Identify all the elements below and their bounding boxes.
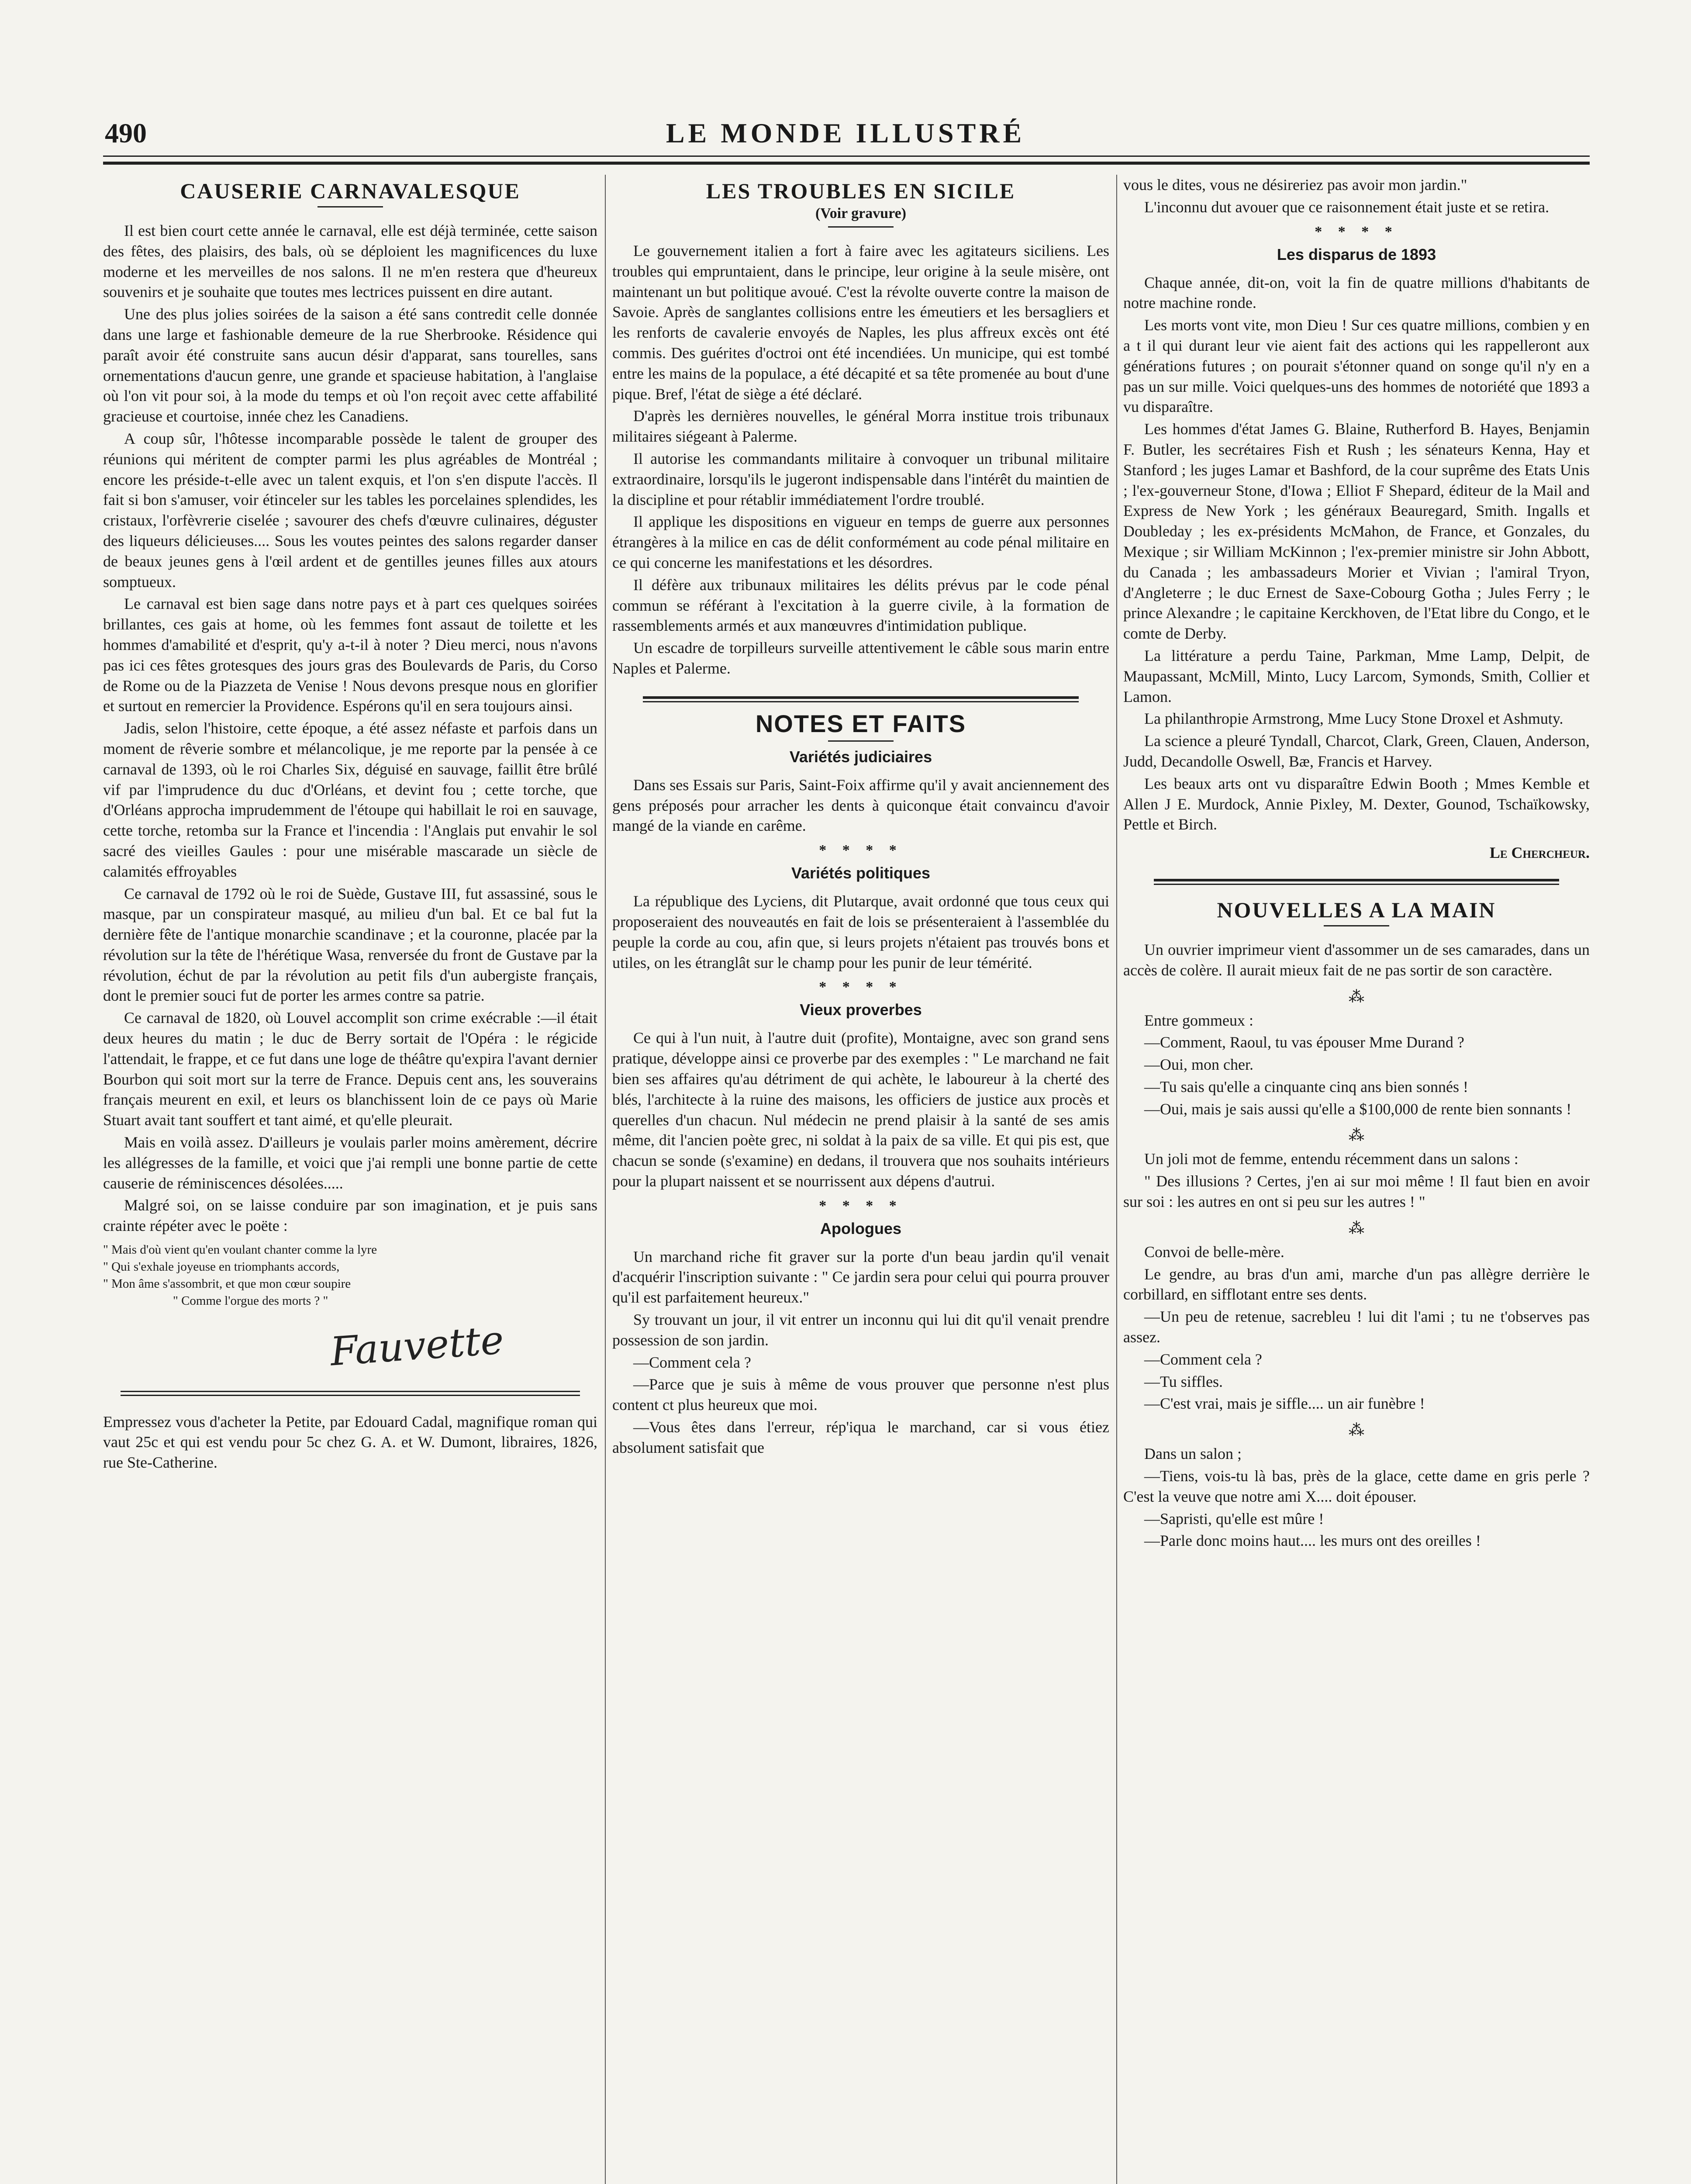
header-rule-thick xyxy=(103,162,1590,165)
poem xyxy=(103,1241,597,1310)
paragraph: Il applique les dispositions en vigueur en temps de guerre aux personnes étrangères à la milice en cas de délit conformément au code pénal militaire en ce qui concerne les manifestations et les désordres. xyxy=(612,513,1109,571)
paragraph: —Tu siffles. xyxy=(1144,1372,1223,1390)
article-title: CAUSERIE CARNAVALESQUE xyxy=(180,179,521,203)
handwritten-signature: Fauvette xyxy=(328,1317,505,1375)
paragraph: Les beaux arts ont vu disparaître Edwin Booth ; Mmes Kemble et Allen J E. Murdock, Annie Pixley, M. Dexter, Gounod, Tschaïkowsky, Pettle et Birch. xyxy=(1123,774,1590,833)
paragraph: Les morts vont vite, mon Dieu ! Sur ces quatre millions, combien y en a t il qui durant leur vie aient fait des actions qui les rappelleront aux générations futures ; on pourait s'étonner quand on songe qu'il n'y en a pas un sur mille. Voici quelques-uns des hommes de notoriété que 1893 a vu disparaître. xyxy=(1123,316,1590,416)
paragraph: Le gendre, au bras d'un ami, marche d'un pas allègre derrière le corbillard, en sifflotant entre ses dents. xyxy=(1123,1265,1590,1303)
paragraph: Ce carnaval de 1820, où Louvel accomplit son crime exécrable :—il était deux heures du matin ; le duc de Berry sortait de l'Opéra : le régicide l'attendait, le frappe, et ce fut dans une loge de théâtre qu'expira l'avant dernier Bourbon qui soit mort sur la terre de France. Depuis cent ans, les souverains français meurent en exil, et leurs os blanchissent loin de ce pays où Marie Stuart avait tant souffert et tant aimé, et qu'elle pleurait. xyxy=(103,1009,597,1129)
stars-separator: * * * * xyxy=(819,979,903,995)
paragraph: —C'est vrai, mais je siffle.... un air funèbre ! xyxy=(1144,1395,1425,1413)
poem-line: " Mon âme s'assombrit, et que mon cœur soupire xyxy=(103,1277,351,1291)
paragraph: La république des Lyciens, dit Plutarque, avait ordonné que tous ceux qui proposeraient des nouveautés en fait de lois se présenteraient à l'assemblée du peuple la corde au cou, afin que, si leurs projets n'étaient pas trouvés bons et utiles, on les étranglât sur le champ pour les punir de leur témérité. xyxy=(612,892,1109,971)
paragraph: —Comment, Raoul, tu vas épouser Mme Durand ? xyxy=(1144,1033,1464,1051)
sub-heading: Apologues xyxy=(820,1219,901,1237)
paragraph: Le carnaval est bien sage dans notre pays et à part ces quelques soirées brillantes, ces gais at home, où les femmes font assaut de toilette et les hommes d'amabilité et d'esprit, qu'y a-t-il à noter ? Dieu merci, nous n'avons pas ici ces fêtes grotesques des jours gras des Boulevards de Paris, du Corso de Rome ou de la Piazzeta de Venise ! Nous devons presque nous en glorifier et surtout en remercier la Providence. Espérons qu'il en sera toujours ainsi. xyxy=(103,595,597,715)
paragraph: Dans un salon ; xyxy=(1144,1445,1242,1463)
asterism-separator: ⁂ xyxy=(1349,988,1364,1006)
paragraph: Un marchand riche fit graver sur la porte d'un beau jardin qu'il venait d'acquérir l'inscription suivante : " Ce jardin sera pour celui qui pourra prouver qu'il est parfaitement heureux." xyxy=(612,1248,1109,1306)
stars-separator: * * * * xyxy=(819,842,903,859)
title-rule xyxy=(828,740,894,742)
paragraph: Ce qui à l'un nuit, à l'autre duit (profite), Montaigne, avec son grand sens pratique, développe ainsi ce proverbe par des exemples : " Le marchand ne fait bien ses affaires qu'au détriment de qui achète, le laboureur à la cherté des blés, l'architecte à la ruine des maisons, les officiers de justice aux procès et querelles d'un chacun. Nul médecin ne prend plaisir à la santé de ses amis même, dit l'ancien poète grec, ni soldat à la paix de sa ville. Et qui pis est, que chacun se sonde (s'examine) en dedans, il trouvera que nos souhaits intérieurs pour la plupart naissent et se nourrissent aux dépens d'autrui. xyxy=(612,1029,1109,1190)
column-1 xyxy=(103,175,597,1475)
section-title: NOUVELLES A LA MAIN xyxy=(1217,897,1496,922)
advertisement-notice: Empressez vous d'acheter la Petite, par Edouard Cadal, magnifique roman qui vaut 25c et qui est vendu pour 5c chez G. A. et W. Dumont, libraires, 1826, rue Ste-Catherine. xyxy=(103,1413,597,1472)
journal-title: LE MONDE ILLUSTRÉ xyxy=(666,117,1025,149)
section-divider xyxy=(643,696,1079,702)
article-caption: (Voir gravure) xyxy=(815,205,907,221)
column-divider xyxy=(605,175,606,2184)
paragraph: Convoi de belle-mère. xyxy=(1144,1243,1284,1261)
paragraph: vous le dites, vous ne désireriez pas avoir mon jardin." xyxy=(1123,176,1467,194)
paragraph: —Tu sais qu'elle a cinquante cinq ans bien sonnés ! xyxy=(1144,1078,1469,1095)
paragraph: —Un peu de retenue, sacrebleu ! lui dit l'ami ; tu ne t'observes pas assez. xyxy=(1123,1308,1590,1346)
paragraph: —Parle donc moins haut.... les murs ont des oreilles ! xyxy=(1144,1532,1481,1550)
paragraph: " Des illusions ? Certes, j'en ai sur moi même ! Il faut bien en avoir sur soi : les autres en ont si peu sur les autres ! " xyxy=(1123,1172,1590,1211)
poem-line: " Qui s'exhale joyeuse en triomphants accords, xyxy=(103,1260,340,1274)
page-number: 490 xyxy=(105,117,147,149)
paragraph: Un escadre de torpilleurs surveille attentivement le câble sous marin entre Naples et Palerme. xyxy=(612,639,1109,677)
sub-heading: Variétés politiques xyxy=(791,864,931,882)
paragraph: —Sapristi, qu'elle est mûre ! xyxy=(1144,1510,1324,1527)
paragraph: Ce carnaval de 1792 où le roi de Suède, Gustave III, fut assassiné, sous le masque, par un conspirateur masqué, au milieu d'un bal. Et ce bal fut la dernière fête de l'antique monarchie scandinave ; et la couronne, placée par la révolution sur la tête de l'hérétique Wasa, renversée du front de Gustave par la révolution, échut de par la révolution au petit fils d'un aubergiste français, dont le premier souci fut de porter les armes contre sa patrie. xyxy=(103,885,597,1005)
asterism-separator: ⁂ xyxy=(1349,1219,1364,1237)
paragraph: —Oui, mon cher. xyxy=(1144,1056,1253,1074)
paragraph: La science a pleuré Tyndall, Charcot, Clark, Green, Clauen, Anderson, Judd, Decandolle Oswell, Bæ, Francis et Harvey. xyxy=(1123,732,1590,770)
paragraph: L'inconnu dut avouer que ce raisonnement était juste et se retira. xyxy=(1144,198,1550,216)
paragraph: —Comment cela ? xyxy=(1144,1350,1262,1368)
stars-separator: * * * * xyxy=(819,1197,903,1214)
poem-line: " Mais d'où vient qu'en voulant chanter comme la lyre xyxy=(103,1243,377,1257)
asterism-separator: ⁂ xyxy=(1349,1421,1364,1439)
paragraph: Jadis, selon l'histoire, cette époque, a été assez néfaste et parfois dans un moment de rêverie sombre et mélancolique, je me reporte par la pensée à ce carnaval de 1393, où le roi Charles Six, déguisé en sauvage, faillit être brûlé vif par l'imprudence du duc d'Orléans, et devint fou ; cette torche, que d'Orléans approcha imprudemment de l'étoupe qui habillait le roi en sauvage, cette torche, retomba sur la France et l'incendia : l'Anglais put envahir le sol sacré des vieilles Gaules : pour une misérable mascarade un siècle de calamités effroyables xyxy=(103,719,597,880)
sub-heading: Vieux proverbes xyxy=(800,1001,922,1019)
paragraph: Il autorise les commandants militaire à convoquer un tribunal militaire extraordinaire, lorsqu'ils le jugeront indispensable dans l'intérêt du maintien de la discipline et pour rétablir immédiatement l'ordre troublé. xyxy=(612,449,1109,508)
author-signature: Le Chercheur. xyxy=(1489,844,1590,862)
section-divider xyxy=(1154,879,1559,885)
asterism-separator: ⁂ xyxy=(1349,1127,1364,1144)
column-divider xyxy=(1116,175,1117,2184)
paragraph: Les hommes d'état James G. Blaine, Rutherford B. Hayes, Benjamin F. Butler, les secrétaires Fish et Rush ; les sénateurs Kenna, Hay et Stanford ; les juges Lamar et Bashford, de la cour suprême des Etats Unis ; l'ex-gouverneur Stone, d'Iowa ; Elliot F Shepard, éditeur de la Mail and Express de New York ; les généraux Beauregard, Smith. Ingalls et Doubleday ; les ex-présidents McMahon, de France, et Gonzales, du Mexique ; sir William McKinnon ; l'ex-premier ministre sir John Abbott, du Canada ; les ambassadeurs Morier et Vivian ; l'amiral Tryon, d'Angleterre ; le duc Ernest de Saxe-Cobourg Gotha ; Jules Ferry ; le prince Alexandre ; le capitaine Kerckhoven, de l'Etat libre du Congo, et le comte de Derby. xyxy=(1123,420,1590,643)
title-rule xyxy=(828,226,894,228)
paragraph: Dans ses Essais sur Paris, Saint-Foix affirme qu'il y avait anciennement des gens préposés pour arracher les dents à quiconque était convaincu d'avoir mangé de la viande en carême. xyxy=(612,776,1109,835)
stars-separator: * * * * xyxy=(1315,223,1398,240)
title-rule xyxy=(317,206,383,207)
paragraph: Une des plus jolies soirées de la saison a été sans contredit celle donnée dans une large et fashionable demeure de la rue Sherbrooke. Résidence qui paraît avoir été construite sans aucun désir d'apparat, sans tourelles, sans ornementations d'aucun genre, une grande et spacieuse habitation, à l'anglaise où l'on vit pour soi, à la mode du temps et où l'on reçoit avec cette affabilité gracieuse et courtoise, innée chez les Canadiens. xyxy=(103,305,597,425)
column-2 xyxy=(612,175,1109,1460)
section-divider xyxy=(121,1391,580,1396)
header-rule xyxy=(103,156,1590,157)
paragraph: —Comment cela ? xyxy=(633,1353,751,1371)
paragraph: Il est bien court cette année le carnaval, elle est déjà terminée, cette saison des fêtes, des plaisirs, des bals, où se déploient les magnificences du luxe moderne et les merveilles de nos salons. Il ne m'en restera que d'heureux souvenirs et je souhaite que toutes mes lectrices puissent en dire autant. xyxy=(103,222,597,301)
paragraph: —Parce que je suis à même de vous prouver que personne n'est plus content ct plus heureux que moi. xyxy=(612,1375,1109,1414)
column-3 xyxy=(1123,175,1590,1553)
paragraph: Mais en voilà assez. D'ailleurs je voulais parler moins amèrement, décrire les allégresses de la famille, et voici que j'ai rempli une bonne partie de cette causerie de réminiscences désolées..... xyxy=(103,1133,597,1192)
sub-heading: Variétés judiciaires xyxy=(789,747,932,766)
paragraph: La littérature a perdu Taine, Parkman, Mme Lamp, Delpit, de Maupassant, McMill, Minto, Lucy Larcom, Symonds, Smith, Collier et Lamon. xyxy=(1123,646,1590,705)
article-title: LES TROUBLES EN SICILE xyxy=(706,179,1016,203)
paragraph: Sy trouvant un jour, il vit entrer un inconnu qui lui dit qu'il venait prendre possession de son jardin. xyxy=(612,1311,1109,1349)
paragraph: La philanthropie Armstrong, Mme Lucy Stone Droxel et Ashmuty. xyxy=(1144,710,1563,728)
paragraph: —Tiens, vois-tu là bas, près de la glace, cette dame en gris perle ? C'est la veuve que notre ami X.... doit épouser. xyxy=(1123,1467,1590,1505)
paragraph: Entre gommeux : xyxy=(1144,1011,1253,1029)
paragraph: A coup sûr, l'hôtesse incomparable possède le talent de grouper des réunions qui méritent de compter parmi les plus agréables de Montréal ; encore les préside-t-elle avec un talent exquis, et l'on s'en dispute l'accès. Il fait si bon s'amuser, voir étinceler sur les tables les porcelaines splendides, les cristaux, l'orfèvrerie ciselée ; savourer des chefs d'œuvre culinaires, déguster des liqueurs délicieuses.... Sous les voutes peintes des salons regarder danser de beaux jeunes gens à l'œil ardent et de gentilles jeunes filles aux atours somptueux. xyxy=(103,429,597,591)
paragraph: D'après les dernières nouvelles, le général Morra institue trois tribunaux militaires siégeant à Palerme. xyxy=(612,407,1109,446)
paragraph: Malgré soi, on se laisse conduire par son imagination, et je puis sans crainte répéter avec le poëte : xyxy=(103,1196,597,1235)
sub-heading: Les disparus de 1893 xyxy=(1277,245,1436,263)
poem-line: " Comme l'orgue des morts ? " xyxy=(173,1294,328,1308)
paragraph: —Oui, mais je sais aussi qu'elle a $100,000 de rente bien sonnants ! xyxy=(1144,1100,1572,1118)
paragraph: Chaque année, dit-on, voit la fin de quatre millions d'habitants de notre machine ronde. xyxy=(1123,273,1590,312)
paragraph: Il défère aux tribunaux militaires les délits prévus par le code pénal commun se référant à l'excitation à la guerre civile, à la formation de rassemblements armés et aux manœuvres d'intimidation publique. xyxy=(612,576,1109,635)
paragraph: —Vous êtes dans l'erreur, rép'iqua le marchand, car si vous étiez absolument satisfait que xyxy=(612,1418,1109,1456)
paragraph: Le gouvernement italien a fort à faire avec les agitateurs siciliens. Les troubles qui empruntaient, dans le principe, leur origine à la seule misère, ont maintenant un but politique avoué. C'est la révolte ouverte contre la maison de Savoie. Après de sanglantes collisions entre les émeutiers et les bersagliers et les renforts de cavalerie envoyés de Naples, les plus affreux excès ont été commis. Des guérites d'octroi ont été incendiées. Un municipe, qui est tombé entre les mains de la populace, a été décapité et sa tête promenée au bout d'une pique. Bref, l'état de siège a été déclaré. xyxy=(612,242,1109,403)
paragraph: Un ouvrier imprimeur vient d'assommer un de ses camarades, dans un accès de colère. Il aurait mieux fait de ne pas sortir de son caractère. xyxy=(1123,940,1590,979)
title-rule xyxy=(1324,925,1389,926)
section-title: NOTES ET FAITS xyxy=(755,709,966,737)
paragraph: Un joli mot de femme, entendu récemment dans un salons : xyxy=(1144,1150,1518,1168)
